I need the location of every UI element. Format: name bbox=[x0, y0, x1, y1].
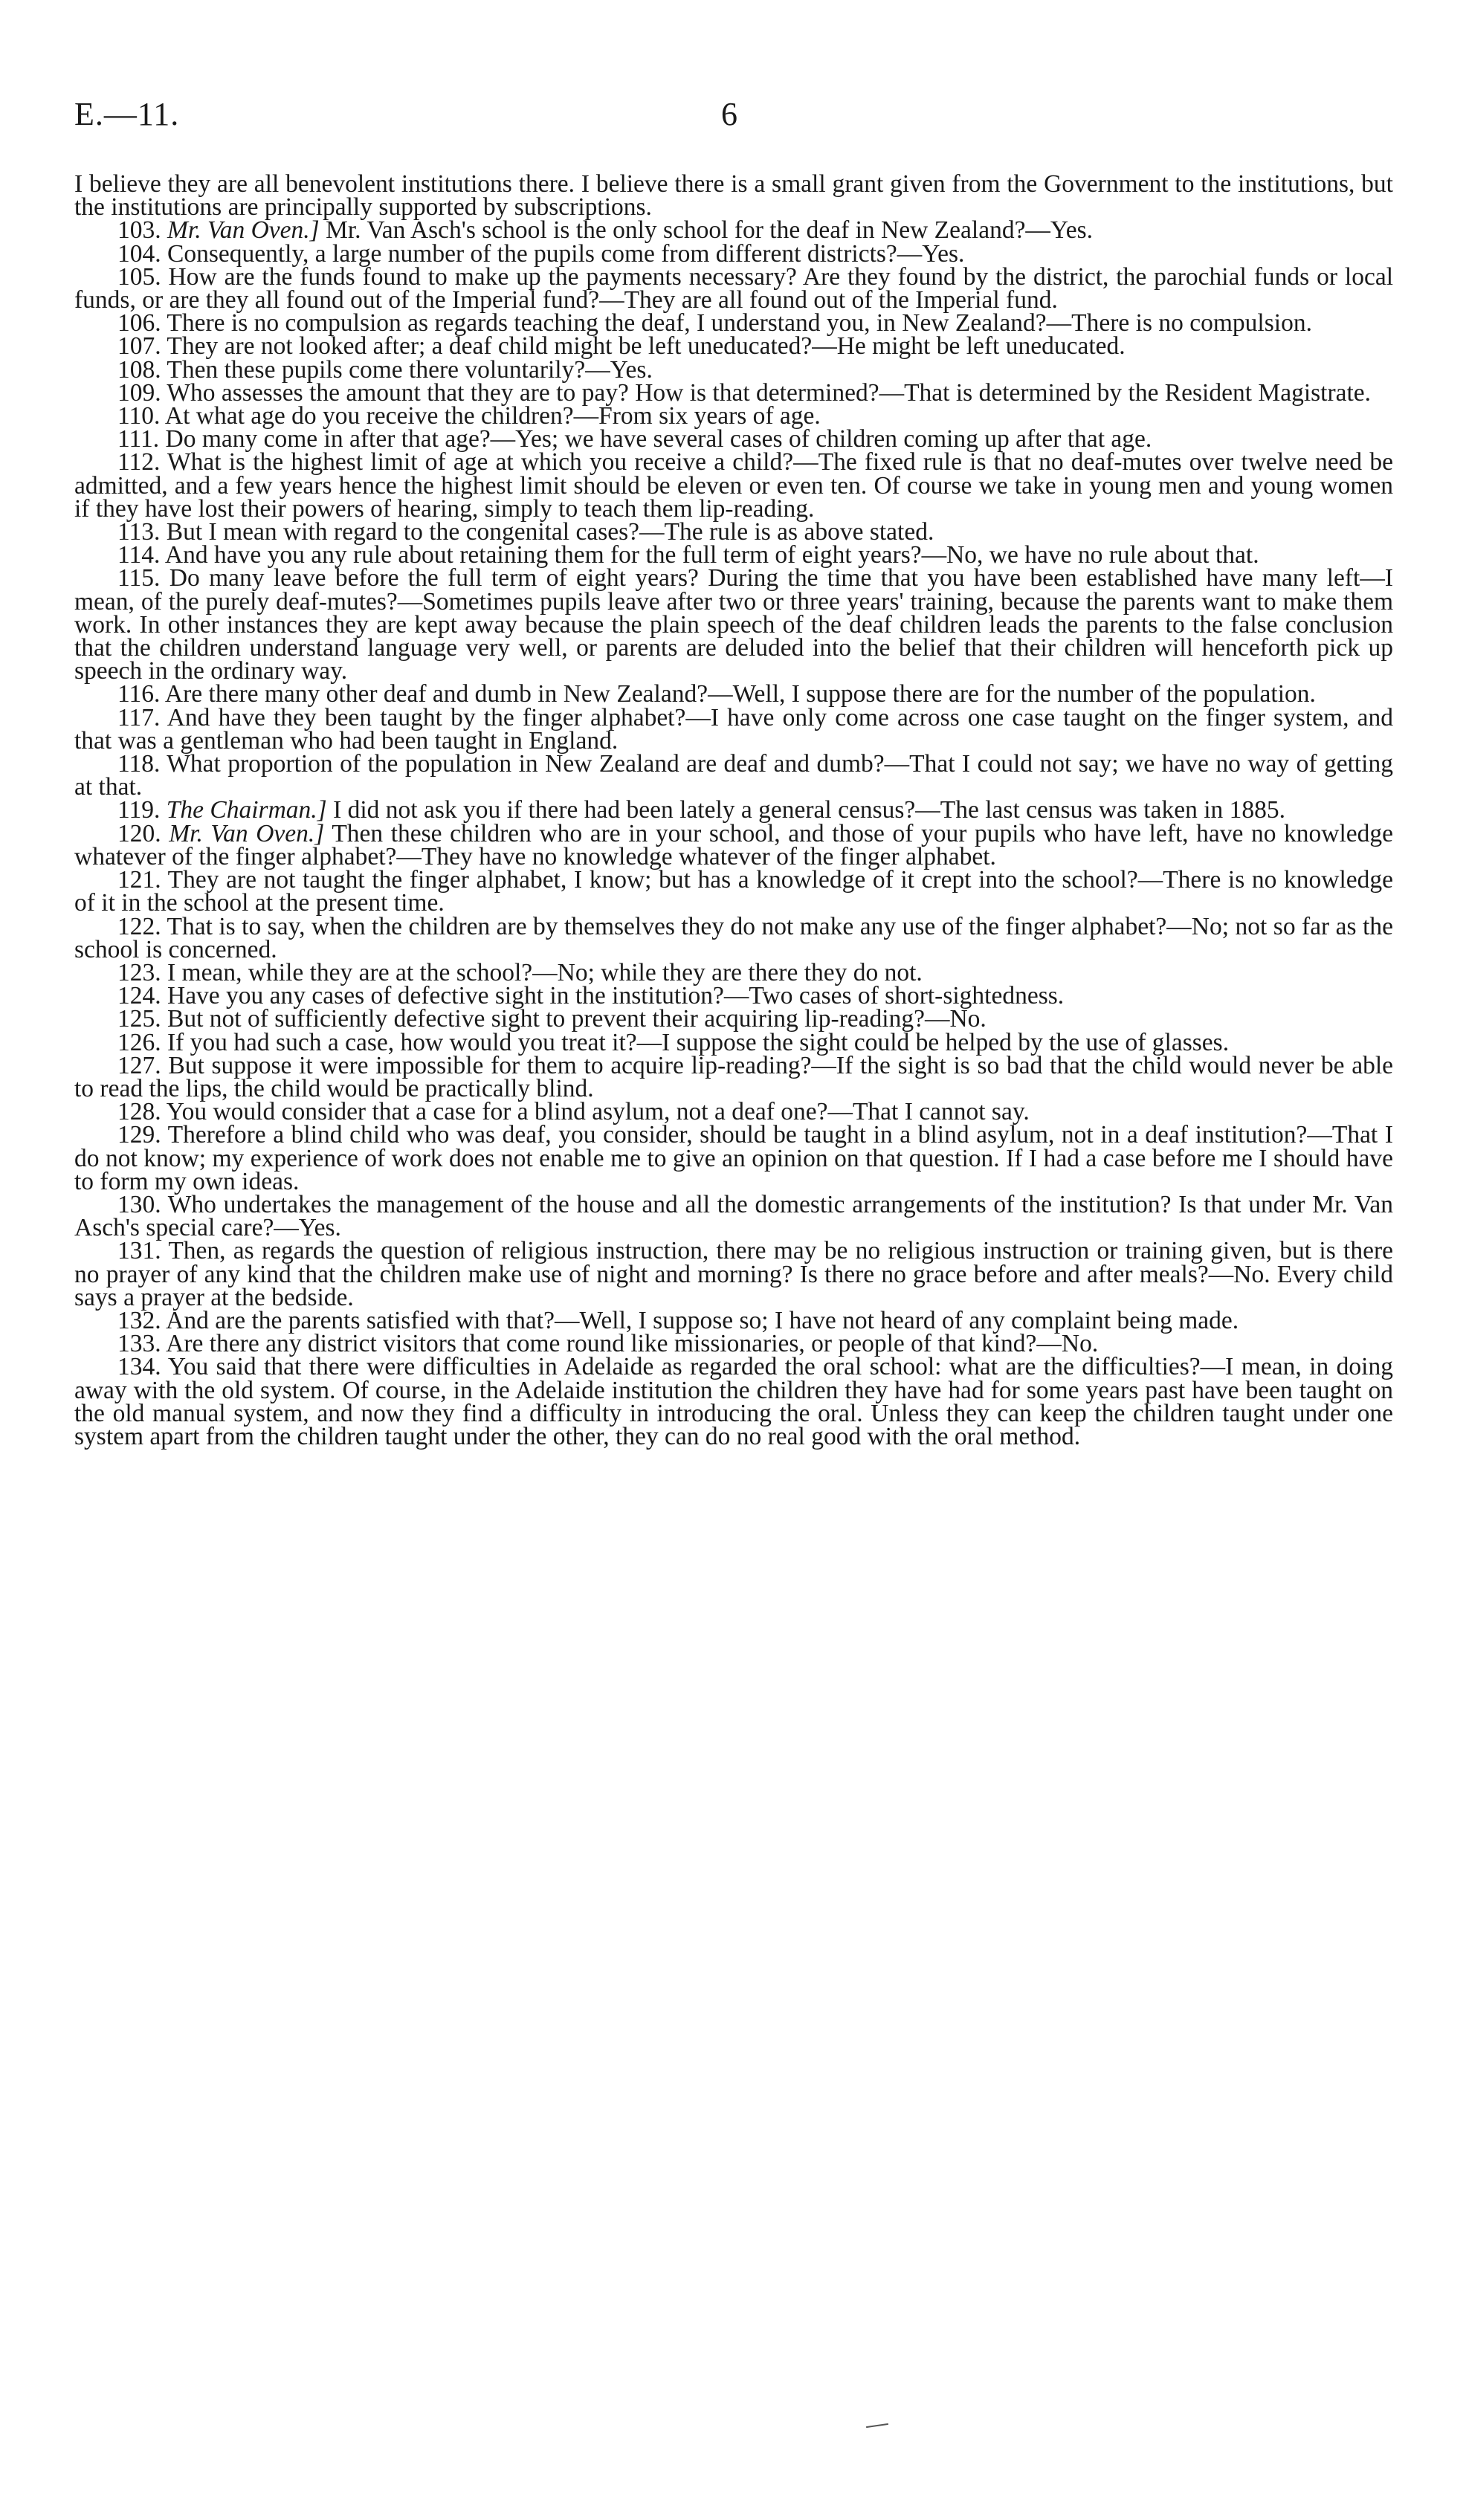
question-number: 134. bbox=[117, 1353, 161, 1381]
question-text: What proportion of the population in New Zealand are deaf and dumb?—That I could not say; we have no way of getting at that. bbox=[74, 750, 1393, 801]
document-body bbox=[74, 172, 1393, 1448]
question-text: Are there any district visitors that come round like missionaries, or people of that kind?—No. bbox=[166, 1330, 1099, 1358]
page-reference: E.—11. bbox=[74, 96, 180, 132]
footer-mark bbox=[866, 2423, 888, 2428]
question-text: Then these pupils come there voluntarily?—Yes. bbox=[167, 355, 653, 384]
question-text: I did not ask you if there had been lately a general census?—The last census was taken in 1885. bbox=[333, 796, 1286, 824]
question-number: 106. bbox=[117, 309, 161, 337]
question-text: Do many leave before the full term of eight years? During the time that you have been established have many left—I mean, of the purely deaf-mutes?—Sometimes pupils leave after two or three years' training, because the parents want to make them work. In other instances they are kept away because the plain speech of the deaf children leads the parents to the false conclusion that the children understand language very well, or parents are deluded into the belief that their children will henceforth pick up speech in the ordinary way. bbox=[74, 564, 1393, 685]
question-text: How are the funds found to make up the payments necessary? Are they found by the district, the parochial funds or local funds, or are they all found out of the Imperial fund?—They are all found out of the Imperial fund. bbox=[74, 262, 1393, 314]
question-paragraph bbox=[74, 1330, 1393, 1358]
question-number: 114. bbox=[117, 541, 161, 569]
question-number: 111. bbox=[117, 425, 160, 453]
question-text: And have you any rule about retaining them for the full term of eight years?—No, we have no rule about that. bbox=[164, 541, 1259, 569]
question-number: 127. bbox=[117, 1051, 161, 1079]
question-paragraph bbox=[74, 1005, 1393, 1033]
question-paragraph bbox=[74, 518, 1393, 546]
question-number: 108. bbox=[117, 355, 161, 384]
question-paragraph bbox=[74, 448, 1393, 523]
speaker-label: The Chairman.] bbox=[166, 796, 327, 824]
question-paragraph bbox=[74, 982, 1393, 1010]
question-paragraph bbox=[74, 1028, 1393, 1056]
question-paragraph bbox=[74, 311, 1393, 335]
question-text: I mean, while they are at the school?—No; while they are there they do not. bbox=[167, 958, 923, 986]
question-number: 109. bbox=[117, 378, 161, 407]
question-number: 107. bbox=[117, 332, 161, 361]
question-paragraph bbox=[74, 1098, 1393, 1126]
question-text: They are not looked after; a deaf child might be left uneducated?—He might be left uneducated. bbox=[167, 332, 1126, 361]
question-number: 119. bbox=[117, 796, 161, 824]
question-paragraph bbox=[74, 680, 1393, 708]
question-text: Mr. Van Asch's school is the only school for the deaf in New Zealand?—Yes. bbox=[326, 216, 1094, 245]
question-text: That is to say, when the children are by themselves they do not make any use of the finger alphabet?—No; not so far as the school is concerned. bbox=[74, 912, 1393, 963]
question-paragraph bbox=[74, 1306, 1393, 1334]
question-paragraph bbox=[74, 1190, 1393, 1242]
question-text: You said that there were difficulties in Adelaide as regarded the oral school: what are the difficulties?—I mean, in doing away with the old system. Of course, in the Adelaide institution the children they have had for some years past have been taught on the old manual system, and now they find a difficulty in introducing the oral. Unless they can keep the children taught under one system apart from the children taught under the other, they can do no real good with the oral method. bbox=[74, 1353, 1393, 1450]
question-number: 121. bbox=[117, 866, 161, 894]
question-number: 130. bbox=[117, 1190, 161, 1218]
question-number: 126. bbox=[117, 1028, 161, 1056]
question-paragraph bbox=[74, 378, 1393, 407]
question-number: 115. bbox=[117, 564, 161, 592]
question-text: Who undertakes the management of the house and all the domestic arrangements of the institution? Is that under Mr. Van Asch's special care?—Yes. bbox=[74, 1190, 1393, 1242]
question-text: And are the parents satisfied with that?—Well, I suppose so; I have not heard of any complaint being made. bbox=[166, 1306, 1239, 1334]
question-text: And have they been taught by the finger alphabet?—I have only come across one case taught on the finger system, and that was a gentleman who had been taught in England. bbox=[74, 703, 1393, 755]
question-paragraph bbox=[74, 355, 1393, 384]
question-number: 105. bbox=[117, 262, 161, 291]
question-number: 117. bbox=[117, 703, 161, 731]
paragraph-list bbox=[74, 216, 1394, 1450]
question-number: 129. bbox=[117, 1121, 161, 1149]
question-text: What is the highest limit of age at which you receive a child?—The fixed rule is that no deaf-mutes over twelve need be admitted, and a few years hence the highest limit should be eleven or even ten. Of course we take in young men and young women if they have lost their powers of hearing, simply to teach them lip-reading. bbox=[74, 448, 1393, 523]
question-text: Who assesses the amount that they are to pay? How is that determined?—That is determined by the Resident Magistrate. bbox=[167, 378, 1372, 407]
question-paragraph bbox=[74, 239, 1393, 268]
question-paragraph bbox=[74, 1355, 1393, 1448]
question-text: Therefore a blind child who was deaf, you consider, should be taught in a blind asylum, not in a deaf institution?—That I do not know; my experience of work does not enable me to give an opinion on that question. If I had a case before me I should have to form my own ideas. bbox=[74, 1121, 1393, 1195]
question-number: 113. bbox=[117, 518, 161, 546]
question-number: 116. bbox=[117, 680, 161, 708]
question-number: 104. bbox=[117, 239, 161, 268]
question-paragraph bbox=[74, 912, 1393, 963]
question-text: Then, as regards the question of religious instruction, there may be no religious instruction or training given, but is there no prayer of any kind that the children make use of night and morning? Is there no grace before and after meals?—No. Every child says a prayer at the bedside. bbox=[74, 1237, 1393, 1311]
question-paragraph bbox=[74, 541, 1393, 569]
question-number: 124. bbox=[117, 982, 161, 1010]
question-paragraph bbox=[74, 866, 1393, 917]
question-number: 122. bbox=[117, 912, 161, 940]
question-paragraph bbox=[74, 1239, 1393, 1309]
question-paragraph bbox=[74, 262, 1393, 314]
speaker-label: Mr. Van Oven.] bbox=[167, 216, 320, 245]
question-paragraph bbox=[74, 425, 1393, 453]
question-paragraph bbox=[74, 703, 1393, 755]
question-paragraph bbox=[74, 1123, 1393, 1193]
question-text: They are not taught the finger alphabet, I know; but has a knowledge of it crept into the school?—There is no knowledge of it in the school at the present time. bbox=[74, 866, 1393, 917]
question-text: Have you any cases of defective sight in the institution?—Two cases of short-sightedness. bbox=[167, 982, 1065, 1010]
page-number: 6 bbox=[721, 96, 737, 132]
question-text: Do many come in after that age?—Yes; we have several cases of children coming up after that age. bbox=[165, 425, 1152, 453]
question-text: But not of sufficiently defective sight to prevent their acquiring lip-reading?—No. bbox=[167, 1005, 987, 1033]
question-number: 112. bbox=[117, 448, 161, 476]
question-number: 103. bbox=[117, 216, 161, 245]
question-paragraph bbox=[74, 796, 1393, 824]
question-text: There is no compulsion as regards teaching the deaf, I understand you, in New Zealand?—There is no compulsion. bbox=[167, 309, 1312, 337]
question-text: Are there many other deaf and dumb in New Zealand?—Well, I suppose there are for the number of the population. bbox=[164, 680, 1316, 708]
question-paragraph bbox=[74, 216, 1393, 245]
question-number: 132. bbox=[117, 1306, 161, 1334]
question-number: 131. bbox=[117, 1237, 161, 1265]
question-text: At what age do you receive the children?—From six years of age. bbox=[164, 402, 821, 430]
question-paragraph bbox=[74, 564, 1393, 685]
question-number: 118. bbox=[117, 750, 161, 778]
question-number: 123. bbox=[117, 958, 161, 986]
question-number: 110. bbox=[117, 402, 161, 430]
question-paragraph bbox=[74, 1051, 1394, 1102]
question-number: 125. bbox=[117, 1005, 161, 1033]
question-text: Consequently, a large number of the pupils come from different districts?—Yes. bbox=[167, 239, 965, 268]
question-paragraph bbox=[74, 402, 1393, 430]
question-text: But I mean with regard to the congenital cases?—The rule is as above stated. bbox=[166, 518, 934, 546]
page-header bbox=[74, 95, 1393, 140]
question-number: 120. bbox=[117, 819, 161, 847]
question-number: 133. bbox=[117, 1330, 161, 1358]
question-text: But suppose it were impossible for them to acquire lip-reading?—If the sight is so bad that the child would never be able to read the lips, the child would be practically blind. bbox=[74, 1051, 1394, 1102]
question-paragraph bbox=[74, 750, 1393, 801]
intro-paragraph: I believe they are all benevolent institutions there. I believe there is a small grant given from the Government to the institutions, but the institutions are principally supported by subscriptions. bbox=[74, 170, 1393, 222]
question-paragraph bbox=[74, 819, 1394, 870]
question-paragraph bbox=[74, 958, 1393, 986]
question-text: You would consider that a case for a blind asylum, not a deaf one?—That I cannot say. bbox=[166, 1098, 1030, 1126]
question-paragraph bbox=[74, 332, 1393, 361]
question-text: If you had such a case, how would you treat it?—I suppose the sight could be helped by the use of glasses. bbox=[167, 1028, 1230, 1056]
question-number: 128. bbox=[117, 1098, 161, 1126]
question-text: Then these children who are in your school, and those of your pupils who have left, have no knowledge whatever of the finger alphabet?—They have no knowledge whatever of the finger alphabet. bbox=[74, 819, 1394, 870]
speaker-label: Mr. Van Oven.] bbox=[169, 819, 325, 847]
